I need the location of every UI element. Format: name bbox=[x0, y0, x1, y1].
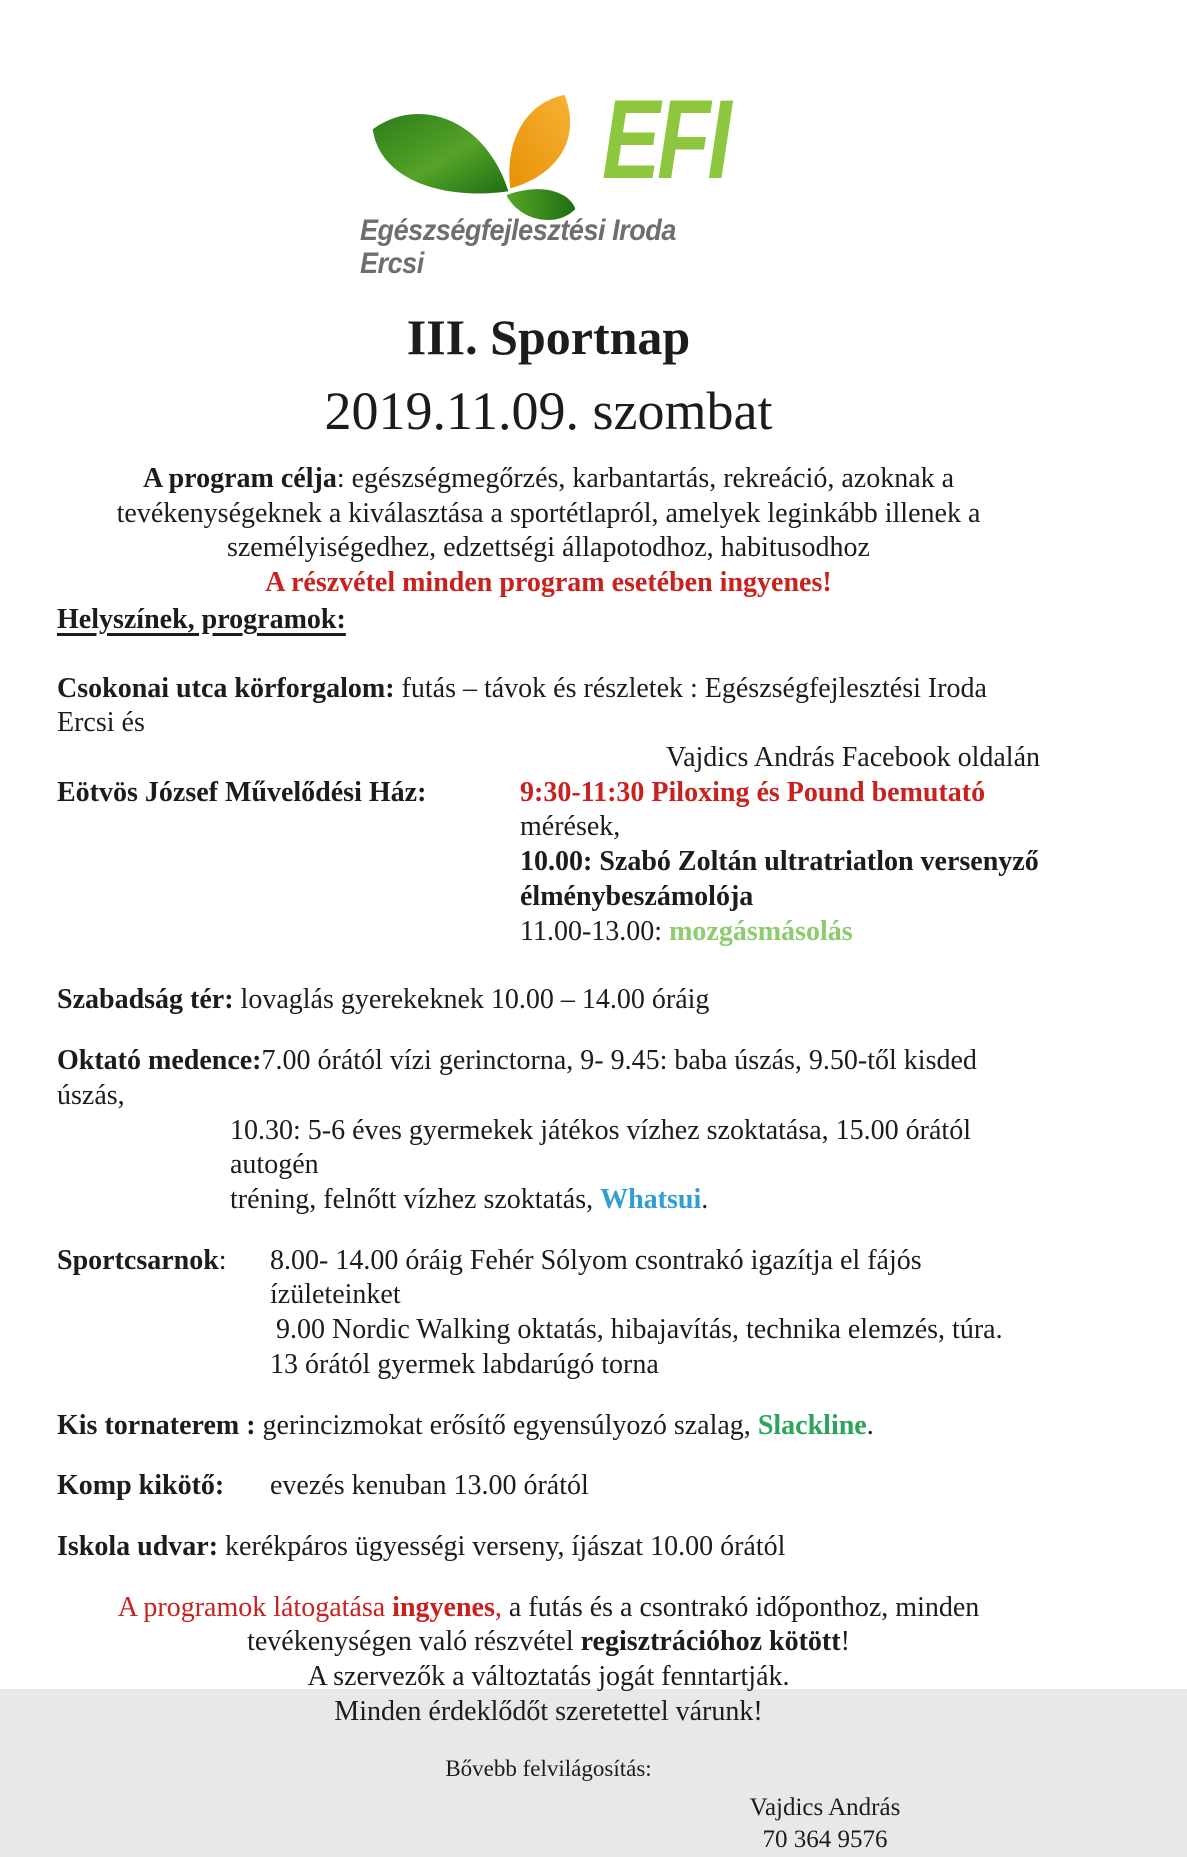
eotvos-szabo-line: 10.00: Szabó Zoltán ultratriatlon versenyző bbox=[520, 846, 1039, 878]
kis-tornaterem-period: . bbox=[866, 1409, 874, 1441]
eotvos-piloxing-line: 9:30-11:30 Piloxing és Pound bemutató bbox=[520, 776, 986, 808]
oktato-line2: 10.30: 5-6 éves gyermekek játékos vízhez szoktatása, 15.00 órától autogén bbox=[230, 1114, 971, 1181]
locations-heading: Helyszínek, programok: bbox=[57, 603, 346, 635]
sportcsarnok-line1: 8.00- 14.00 óráig Fehér Sólyom csontrakó igazítja el fájós ízületeinket bbox=[270, 1244, 922, 1311]
szabadsag-text: lovaglás gyerekeknek 10.00 – 14.00 óráig bbox=[233, 984, 710, 1016]
oktato-line3-pre: tréning, felnőtt vízhez szoktatás, bbox=[230, 1183, 601, 1215]
closing-ingyenes: ingyenes bbox=[392, 1591, 495, 1623]
eotvos-schedule bbox=[520, 776, 1039, 950]
logo-city: Ercsi bbox=[360, 247, 424, 280]
program-kis-tornaterem bbox=[57, 1409, 1040, 1444]
closing-organizers-note: A szervezők a változtatás jogát fenntartják. bbox=[307, 1661, 790, 1693]
efi-logo bbox=[360, 0, 1187, 280]
eotvos-mozgas-line bbox=[520, 915, 1039, 950]
oktato-line3 bbox=[57, 1183, 1040, 1218]
logo-org-name: Egészségfejlesztési Iroda bbox=[360, 214, 676, 247]
closing-red-pre: A programok látogatása bbox=[117, 1591, 393, 1623]
iskola-text: kerékpáros ügyességi verseny, íjászat 10.00 órától bbox=[218, 1530, 786, 1562]
closing-red-comma: , bbox=[494, 1591, 509, 1623]
sportcsarnok-label-text: Sportcsarnok bbox=[57, 1244, 219, 1276]
iskola-label: Iskola udvar: bbox=[57, 1530, 219, 1562]
sportcsarnok-line3: 13 órától gyermek labdarúgó torna bbox=[270, 1348, 659, 1380]
page-title: III. Sportnap bbox=[406, 309, 691, 365]
komp-label: Komp kikötő: bbox=[57, 1470, 225, 1502]
eotvos-mozgas-time: 11.00-13.00: bbox=[520, 915, 670, 947]
contact-phone: 70 364 9576 bbox=[762, 1826, 888, 1854]
komp-text: evezés kenuban 13.00 órától bbox=[270, 1470, 589, 1502]
oktato-label: Oktató medence: bbox=[57, 1045, 262, 1077]
kis-tornaterem-label: Kis tornaterem : bbox=[57, 1409, 256, 1441]
event-date: 2019.11.09. szombat bbox=[324, 381, 773, 441]
closing-registration-bold: regisztrációhoz kötött bbox=[580, 1626, 841, 1658]
closing-mid: a futás és a csontrakó időponthoz, minden tevékenységen való részvétel bbox=[247, 1591, 980, 1658]
szabadsag-label: Szabadság tér: bbox=[57, 984, 234, 1016]
goal-label: A program célja bbox=[142, 463, 337, 494]
program-oktato bbox=[57, 1044, 1040, 1218]
closing-registration-note bbox=[57, 1591, 1040, 1660]
oktato-whatsui: Whatsui bbox=[600, 1183, 702, 1215]
eotvos-label: Eötvös József Művelődési Ház: bbox=[57, 776, 427, 808]
program-iskola bbox=[57, 1530, 1040, 1565]
free-participation-notice: A részvétel minden program esetében ingyenes! bbox=[265, 567, 832, 599]
logo-efi-wordmark: EFI bbox=[602, 77, 729, 202]
program-komp bbox=[57, 1469, 1040, 1504]
program-eotvos bbox=[57, 776, 1040, 950]
kis-tornaterem-slackline: Slackline bbox=[757, 1409, 867, 1441]
csokonai-text-right: Vajdics András Facebook oldalán bbox=[665, 742, 1040, 774]
csokonai-label: Csokonai utca körforgalom: bbox=[57, 672, 395, 704]
leaves-icon bbox=[360, 90, 588, 208]
contact-block bbox=[675, 1792, 975, 1857]
contact-name: Vajdics András bbox=[749, 1793, 901, 1821]
program-sportcsarnok bbox=[57, 1244, 1040, 1383]
closing-welcome-note: Minden érdeklődőt szeretettel várunk! bbox=[334, 1695, 763, 1727]
info-label: Bővebb felvilágosítás: bbox=[445, 1755, 652, 1781]
eotvos-meresek-line: mérések, bbox=[520, 811, 621, 843]
program-szabadsag bbox=[57, 983, 1040, 1018]
program-goal bbox=[57, 462, 1040, 566]
eotvos-szabo-line2: élménybeszámolója bbox=[520, 880, 754, 912]
closing-end: ! bbox=[840, 1626, 850, 1658]
goal-text: : egészségmegőrzés, karbantartás, rekreáció, azoknak a tevékenységeknek a kiválasztása a sportétlapról, amelyek leginkább illenek a személyiségedhez, edzettségi állapotodhoz, habitusodhoz bbox=[116, 463, 981, 564]
sportcsarnok-label-colon: : bbox=[218, 1244, 227, 1276]
sportcsarnok-label bbox=[57, 1244, 270, 1313]
oktato-line3-post: . bbox=[701, 1183, 709, 1215]
eotvos-mozgas-highlight: mozgásmásolás bbox=[669, 915, 853, 947]
program-csokonai bbox=[57, 672, 1040, 776]
csokonai-text: futás – távok és részletek : Egészségfejlesztési Iroda Ercsi és bbox=[57, 672, 987, 739]
kis-tornaterem-text: gerincizmokat erősítő egyensúlyozó szalag, bbox=[255, 1409, 758, 1441]
oktato-line1: 7.00 órától vízi gerinctorna, 9- 9.45: baba úszás, 9.50-től kisded úszás, bbox=[57, 1045, 977, 1111]
sportcsarnok-line2: 9.00 Nordic Walking oktatás, hibajavítás, technika elemzés, túra. bbox=[276, 1314, 1003, 1346]
